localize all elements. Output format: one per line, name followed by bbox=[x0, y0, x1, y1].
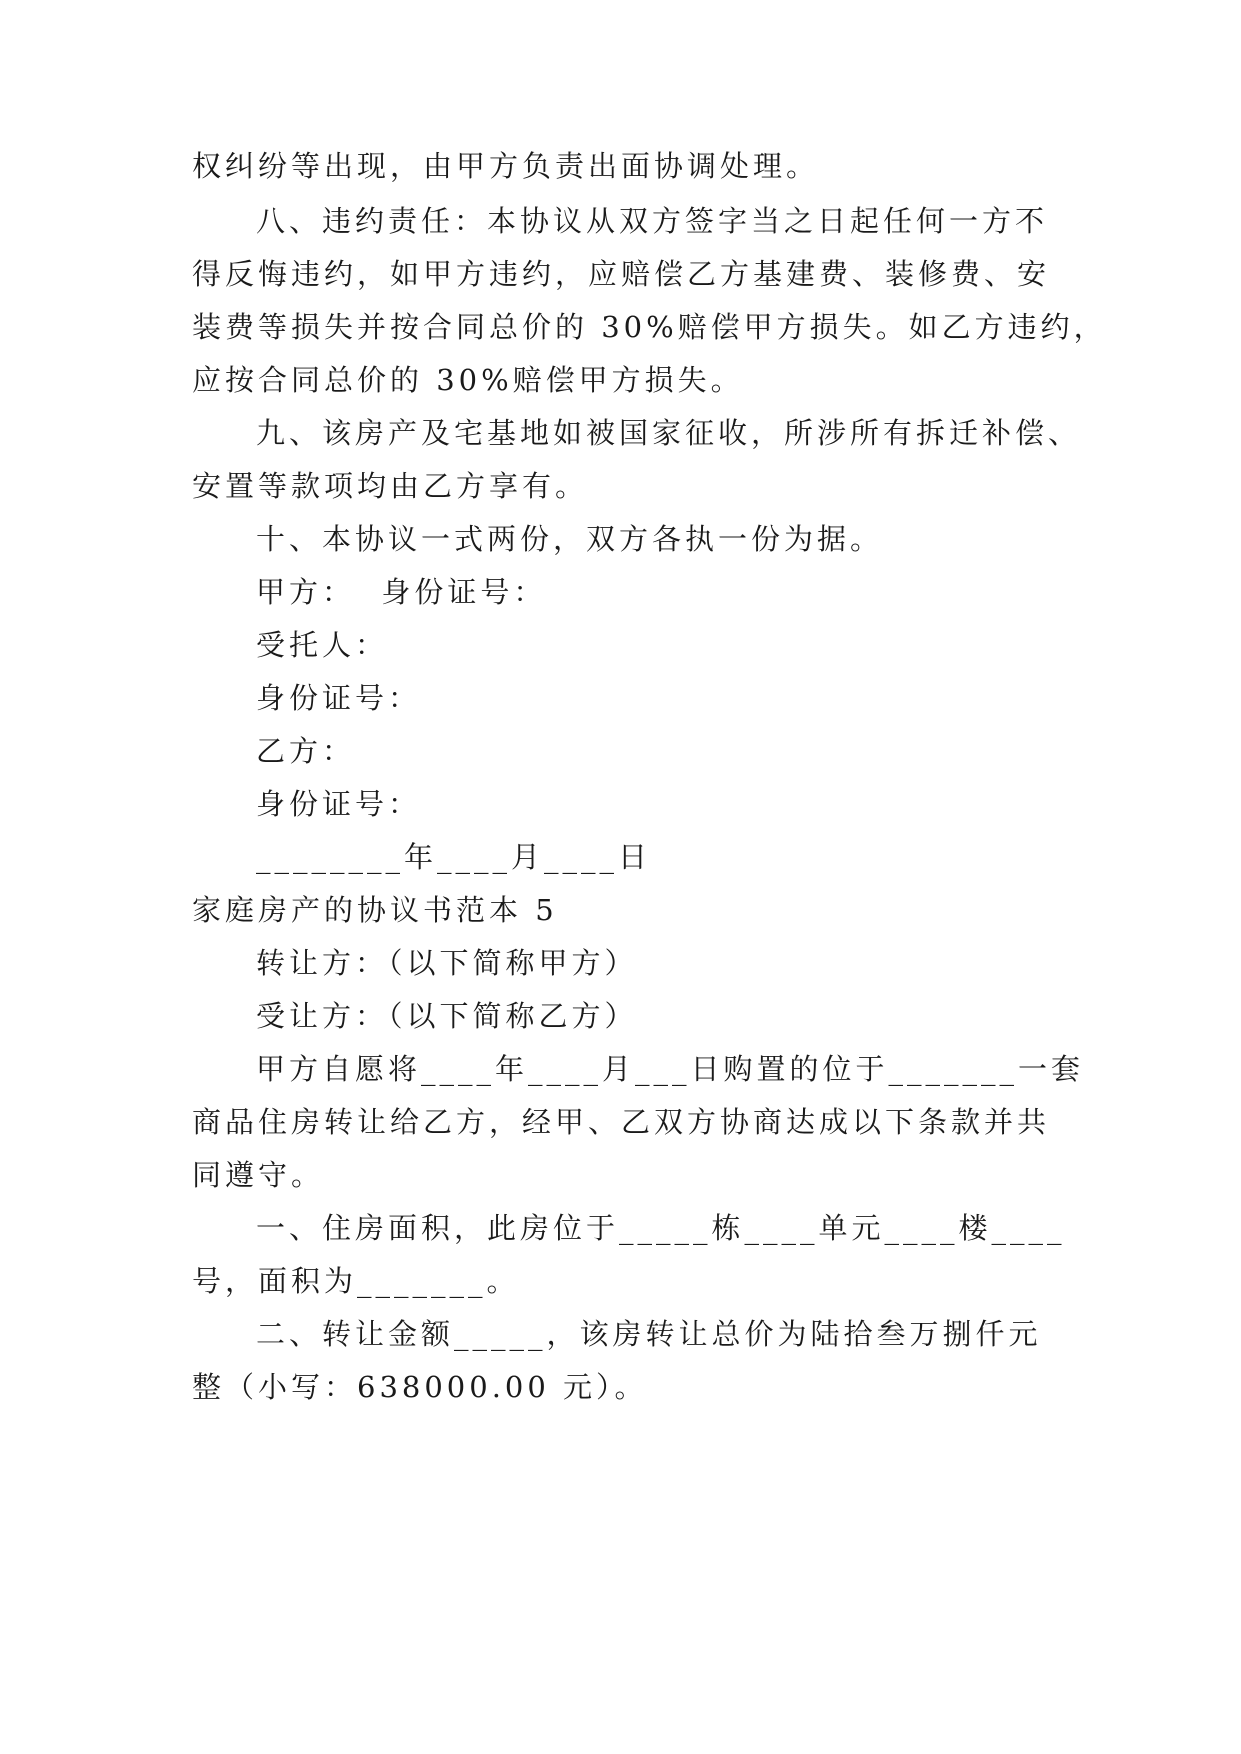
text-line: 装费等损失并按合同总价的 30%赔偿甲方损失。如乙方违约， bbox=[192, 310, 1107, 344]
text-line: 安置等款项均由乙方享有。 bbox=[192, 469, 589, 503]
transferee-line: 受让方：（以下简称乙方） bbox=[256, 999, 638, 1033]
clause-1-line: 一、住房面积，此房位于_____栋____单元____楼____ bbox=[256, 1211, 1066, 1245]
text-line: 得反悔违约，如甲方违约，应赔偿乙方基建费、装修费、安 bbox=[192, 257, 1051, 291]
clause-8-line: 八、违约责任：本协议从双方签字当之日起任何一方不 bbox=[256, 204, 1049, 238]
text-line: 权纠纷等出现，由甲方负责出面协调处理。 bbox=[192, 149, 820, 183]
id-number-line: 身份证号： bbox=[256, 681, 422, 715]
trustee-line: 受托人： bbox=[256, 628, 389, 662]
date-line: ________年____月____日 bbox=[256, 840, 652, 874]
text-line: 商品住房转让给乙方，经甲、乙双方协商达成以下条款并共 bbox=[192, 1105, 1051, 1139]
clause-2-line: 二、转让金额_____，该房转让总价为陆拾叁万捌仟元 bbox=[256, 1317, 1042, 1351]
clause-9-line: 九、该房产及宅基地如被国家征收，所涉所有拆迁补偿、 bbox=[256, 416, 1082, 450]
text-line: 号，面积为_______。 bbox=[192, 1264, 520, 1298]
party-a-signature-line: 甲方： 身份证号： bbox=[256, 575, 547, 609]
transferor-line: 转让方：（以下简称甲方） bbox=[256, 946, 638, 980]
id-number-line: 身份证号： bbox=[256, 787, 422, 821]
party-b-signature-line: 乙方： bbox=[256, 734, 356, 768]
text-line: 整（小写：638000.00 元）。 bbox=[192, 1370, 648, 1404]
text-line: 同遵守。 bbox=[192, 1158, 325, 1192]
text-line: 甲方自愿将____年____月___日购置的位于_______一套 bbox=[256, 1052, 1085, 1086]
clause-10-line: 十、本协议一式两份，双方各执一份为据。 bbox=[256, 522, 884, 556]
text-line: 应按合同总价的 30%赔偿甲方损失。 bbox=[192, 363, 744, 397]
section-title: 家庭房产的协议书范本 5 bbox=[192, 893, 558, 927]
